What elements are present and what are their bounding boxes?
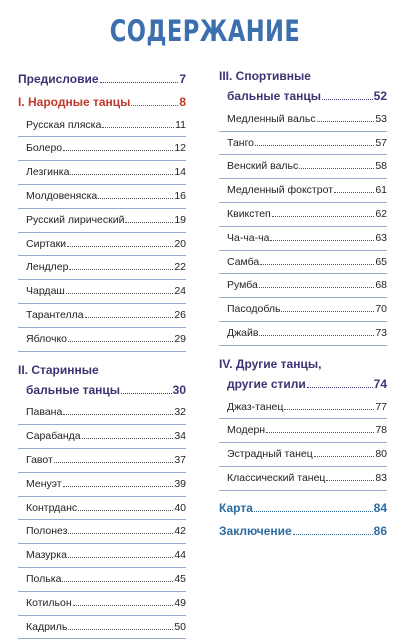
entry-page: 24 [174, 285, 186, 298]
dot-leader [63, 486, 174, 487]
dot-leader [254, 511, 373, 512]
dot-leader [68, 557, 173, 558]
toc-entry[interactable] [18, 209, 186, 233]
toc-entry[interactable] [18, 473, 186, 497]
dot-leader [131, 105, 178, 106]
entry-page: 84 [373, 500, 387, 515]
entry-label: Полонез [26, 525, 68, 538]
entry-page: 20 [174, 237, 186, 250]
dot-leader [260, 264, 374, 265]
section-label: бальные танцы [227, 89, 322, 103]
entry-label: Классический танец [227, 471, 326, 484]
dot-leader [67, 246, 173, 247]
entry-label: Молдовеняска [26, 189, 98, 202]
dot-leader [69, 269, 173, 270]
toc-entry[interactable] [219, 155, 387, 179]
entry-page: 58 [375, 160, 387, 173]
toc-entry[interactable] [18, 233, 186, 257]
dot-leader [255, 145, 374, 146]
entry-label: Заключение [219, 523, 292, 538]
dot-leader [78, 510, 173, 511]
section-3-items [219, 108, 387, 346]
entry-label: Карта [219, 500, 253, 515]
entry-page: 29 [174, 332, 186, 345]
toc-section-2[interactable] [18, 379, 186, 402]
entry-page: 22 [174, 261, 186, 274]
dot-leader [121, 393, 172, 394]
dot-leader [266, 432, 374, 433]
toc-entry-preface[interactable] [18, 68, 186, 91]
dot-leader [68, 533, 173, 534]
entry-page: 62 [375, 207, 387, 220]
entry-page: 26 [174, 308, 186, 321]
dot-leader [66, 293, 173, 294]
section-page: 30 [172, 382, 186, 397]
toc-entry[interactable] [219, 108, 387, 132]
entry-label: Эстрадный танец [227, 448, 313, 461]
dot-leader [314, 456, 375, 457]
entry-label: Русская пляска [26, 118, 102, 131]
entry-page: 39 [174, 477, 186, 490]
entry-label: Джаз-танец [227, 400, 284, 413]
entry-label: Гавот [26, 453, 53, 466]
section-2-items [18, 401, 186, 639]
toc-entry[interactable] [219, 443, 387, 467]
dot-leader [270, 240, 374, 241]
toc-entry[interactable] [18, 449, 186, 473]
entry-label: Полька [26, 572, 62, 585]
entry-page: 37 [174, 453, 186, 466]
entry-label: Мазурка [26, 549, 67, 562]
entry-page: 49 [174, 596, 186, 609]
dot-leader [73, 605, 174, 606]
toc-entry[interactable] [219, 396, 387, 420]
dot-leader [63, 414, 173, 415]
dot-leader [82, 438, 174, 439]
entry-label: Джайв [227, 326, 259, 339]
dot-leader [68, 629, 173, 630]
entry-page: 80 [375, 448, 387, 461]
toc-entry[interactable] [18, 592, 186, 616]
entry-page: 63 [375, 231, 387, 244]
entry-page: 34 [174, 430, 186, 443]
entry-page: 16 [174, 189, 186, 202]
entry-page: 14 [174, 166, 186, 179]
toc-column-left [18, 68, 186, 639]
section-page: 52 [373, 89, 387, 103]
toc-section-4[interactable] [219, 373, 387, 396]
entry-page: 11 [175, 118, 186, 131]
entry-label: Сарабанда [26, 430, 81, 443]
entry-page: 50 [174, 620, 186, 633]
dot-leader [85, 317, 174, 318]
entry-label: Болеро [26, 142, 63, 155]
dot-leader [68, 341, 173, 342]
entry-label: Сиртаки [26, 237, 67, 250]
toc-entry[interactable] [18, 280, 186, 304]
entry-label: Тарантелла [26, 308, 84, 321]
dot-leader [125, 222, 173, 223]
section-page: 8 [179, 94, 186, 109]
toc-entry[interactable] [18, 114, 186, 138]
toc-entry[interactable] [18, 568, 186, 592]
entry-label: Ча-ча-ча [227, 231, 270, 244]
entry-page: 83 [375, 471, 387, 484]
section-1-items [18, 114, 186, 352]
entry-label: Менуэт [26, 477, 62, 490]
entry-page: 86 [373, 523, 387, 538]
dot-leader [102, 127, 174, 128]
toc-section-3[interactable] [219, 85, 387, 108]
dot-leader [317, 121, 375, 122]
entry-page: 65 [375, 255, 387, 268]
entry-label: Венский вальс [227, 160, 299, 173]
toc-entry[interactable] [219, 298, 387, 322]
entry-label: Лендлер [26, 261, 69, 274]
dot-leader [307, 387, 373, 388]
entry-label: Павана [26, 406, 63, 419]
section-label: I. Народные танцы [18, 94, 131, 109]
dot-leader [299, 168, 374, 169]
toc-entry[interactable] [18, 425, 186, 449]
dot-leader [272, 216, 375, 217]
entry-page: 44 [174, 549, 186, 562]
toc-entry[interactable] [219, 274, 387, 298]
toc-section-1[interactable] [18, 91, 186, 114]
toc-entry[interactable] [18, 304, 186, 328]
entry-page: 57 [375, 136, 387, 149]
entry-page: 78 [375, 424, 387, 437]
toc-entry[interactable] [18, 161, 186, 185]
entry-label: Кадриль [26, 620, 68, 633]
toc-entry[interactable] [18, 185, 186, 209]
toc-entry-map[interactable] [219, 497, 387, 520]
toc-entry[interactable] [219, 419, 387, 443]
entry-label: Самба [227, 255, 260, 268]
entry-label: Контрданс [26, 501, 78, 514]
dot-leader [334, 192, 374, 193]
entry-label: Медленный вальс [227, 112, 316, 125]
toc-entry[interactable] [18, 616, 186, 639]
entry-label: Чардаш [26, 285, 65, 298]
toc-entry[interactable] [219, 251, 387, 275]
entry-label: Медленный фокстрот [227, 184, 333, 197]
entry-page: 40 [174, 501, 186, 514]
toc-entry[interactable] [219, 227, 387, 251]
toc-entry[interactable] [219, 467, 387, 491]
dot-leader [259, 287, 374, 288]
toc-entry[interactable] [18, 520, 186, 544]
toc-section-2-line1: II. Старинные [18, 362, 99, 377]
entry-label: Модерн [227, 424, 266, 437]
entry-page: 32 [174, 406, 186, 419]
toc-section-3-line1: III. Спортивные [219, 69, 311, 83]
toc-entry[interactable] [219, 203, 387, 227]
toc-entry[interactable] [18, 497, 186, 521]
section-page: 74 [373, 376, 387, 391]
toc-entry-conclusion[interactable] [219, 520, 387, 543]
entry-page: 42 [174, 525, 186, 538]
dot-leader [326, 480, 374, 481]
entry-page: 7 [179, 72, 186, 86]
dot-leader [62, 581, 173, 582]
toc-entry[interactable] [18, 544, 186, 568]
section-label: бальные танцы [26, 382, 121, 397]
dot-leader [284, 409, 374, 410]
dot-leader [63, 150, 173, 151]
entry-label: Квикстеп [227, 207, 271, 220]
entry-page: 19 [174, 213, 186, 226]
dot-leader [281, 311, 374, 312]
entry-page: 73 [375, 326, 387, 339]
entry-page: 53 [375, 112, 387, 125]
dot-leader [100, 82, 179, 83]
dot-leader [70, 174, 173, 175]
entry-label: Котильон [26, 596, 72, 609]
entry-label: Яблочко [26, 332, 68, 345]
entry-page: 70 [375, 303, 387, 316]
entry-page: 45 [174, 572, 186, 585]
entry-label: Русский лирический [26, 213, 125, 226]
toc-entry[interactable] [18, 401, 186, 425]
dot-leader [293, 534, 373, 535]
entry-label: Румба [227, 279, 258, 292]
section-label: другие стили [227, 376, 306, 391]
entry-page: 61 [375, 184, 387, 197]
entry-label: Лезгинка [26, 166, 70, 179]
dot-leader [98, 198, 173, 199]
entry-page: 68 [375, 279, 387, 292]
entry-page: 77 [375, 400, 387, 413]
toc-entry[interactable] [18, 328, 186, 352]
entry-page: 12 [174, 142, 186, 155]
toc-section-4-line1: IV. Другие танцы, [219, 356, 322, 371]
toc-entry[interactable] [18, 137, 186, 161]
toc-column-right [219, 68, 387, 542]
toc-entry[interactable] [219, 322, 387, 346]
entry-label: Танго [227, 136, 255, 149]
dot-leader [259, 335, 374, 336]
dot-leader [54, 462, 173, 463]
dot-leader [322, 99, 373, 100]
toc-entry[interactable] [219, 179, 387, 203]
section-4-items [219, 396, 387, 491]
page-title: СОДЕРЖАНИЕ [109, 14, 301, 48]
entry-label: Пасодобль [227, 303, 281, 316]
toc-entry[interactable] [219, 132, 387, 156]
toc-entry[interactable] [18, 256, 186, 280]
entry-label: Предисловие [18, 72, 99, 86]
